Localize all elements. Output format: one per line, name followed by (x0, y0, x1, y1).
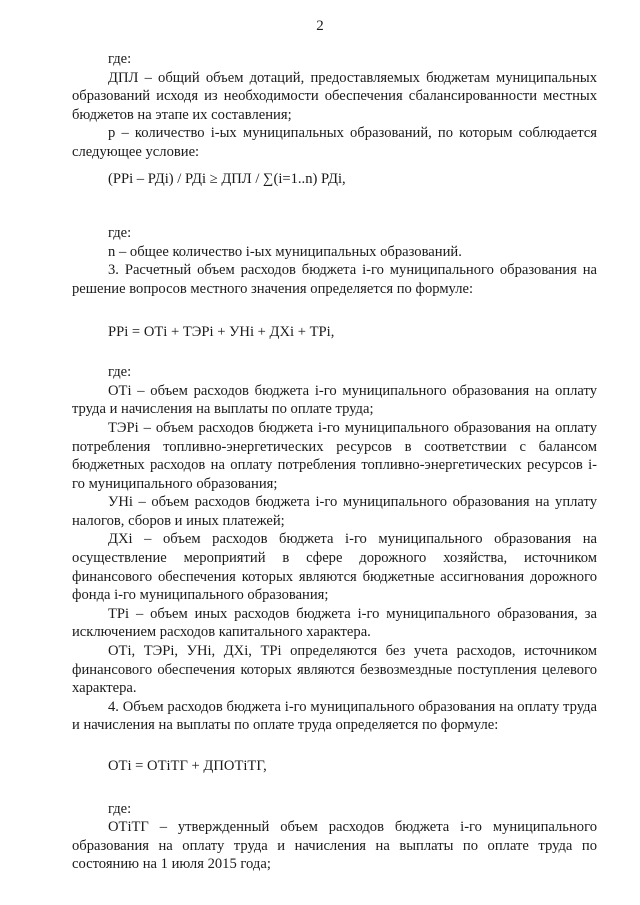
paragraph-dh-definition: ДХi – объем расходов бюджета i-го муниципального образования на осуществление мероприятий в сфере дорожного хозяйства, источником финансового обеспечения которых являются бюджетные ассигнования дорожного фонда i-го муниципального образования; (72, 531, 597, 604)
page-number: 2 (316, 18, 324, 34)
formula-rr: РРi = ОТi + ТЭРi + УНi + ДХi + ТРi, (108, 323, 335, 340)
formula-ot: ОТi = ОТiТГ + ДПОТiТГ, (108, 758, 267, 774)
paragraph-dpl-definition: ДПЛ – общий объем дотаций, предоставляемых бюджетам муниципальных образований исходя из необходимости обеспечения сбалансированности местных бюджетов на этапе их составления; (72, 69, 597, 123)
paragraph-where-3: где: (108, 364, 132, 381)
formula-condition: (РРi – РДi) / РДi ≥ ДПЛ / ∑(i=1..n) РДi, (108, 170, 346, 187)
paragraph-exclusion-note: ОТi, ТЭРi, УНi, ДХi, ТРi определяются без учета расходов, источником финансового обеспечения которых являются безвозмездные поступления целевого характера. (72, 643, 597, 697)
document-body (72, 50, 597, 874)
paragraph-ter-definition: ТЭРi – объем расходов бюджета i-го муниципального образования на оплату потребления топливно-энергетических ресурсов в соответствии с балансом бюджетных расходов на оплату потребления топливно-энергетических ресурсов i-го муниципального образования; (72, 419, 597, 492)
paragraph-un-definition: УНi – объем расходов бюджета i-го муниципального образования на уплату налогов, сборов и иных платежей; (72, 494, 597, 529)
paragraph-n-definition: n – общее количество i-ых муниципальных образований. (108, 243, 462, 260)
paragraph-section-4: 4. Объем расходов бюджета i-го муниципального образования на оплату труда и начисления на выплаты по оплате труда определяется по формуле: (72, 698, 597, 734)
paragraph-p-definition: p – количество i-ых муниципальных образований, по которым соблюдается следующее условие: (72, 125, 597, 160)
paragraph-tr-definition: ТРi – объем иных расходов бюджета i-го муниципального образования, за исключением расходов капитального характера. (72, 605, 597, 641)
paragraph-where-1: где: (108, 51, 132, 67)
paragraph-section-3: 3. Расчетный объем расходов бюджета i-го муниципального образования на решение вопросов местного значения определяется по формуле: (72, 262, 597, 297)
paragraph-ot-definition: ОТi – объем расходов бюджета i-го муниципального образования на оплату труда и начисления на выплаты по оплате труда; (72, 382, 597, 418)
paragraph-ottg-definition: ОТiТГ – утвержденный объем расходов бюджета i-го муниципального образования на оплату труда и начисления на выплаты по оплате труда по состоянию на 1 июля 2015 года; (72, 819, 597, 873)
paragraph-where-2: где: (108, 225, 132, 242)
spacer (72, 212, 597, 224)
paragraph-where-4: где: (108, 800, 132, 817)
